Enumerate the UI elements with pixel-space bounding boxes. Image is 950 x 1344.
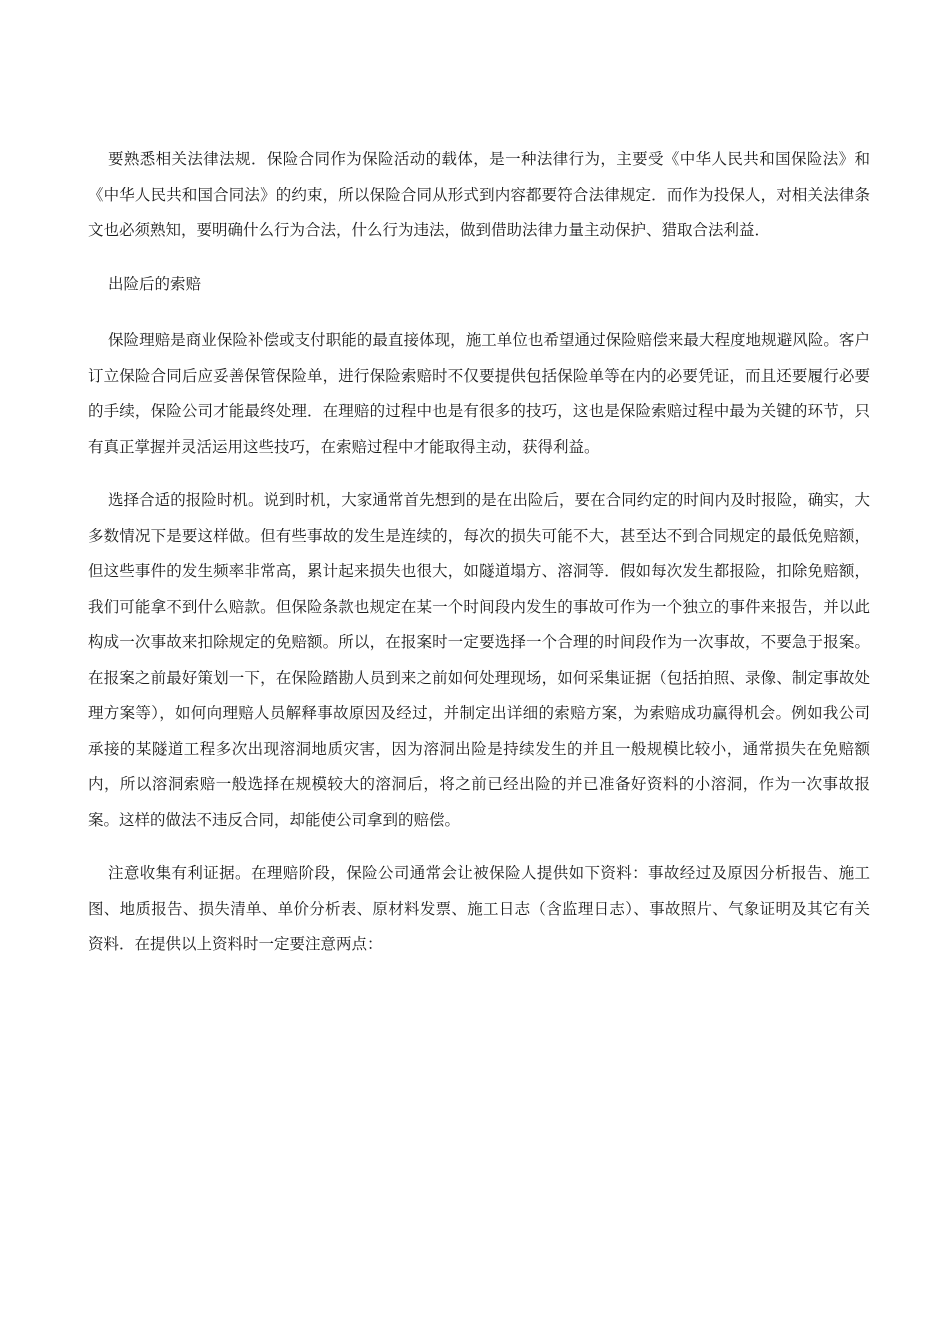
section-heading-claims: 出险后的索赔 — [108, 274, 202, 293]
document-body — [88, 142, 870, 981]
paragraph-claims-overview: 保险理赔是商业保险补偿或支付职能的最直接体现，施工单位也希望通过保险赔偿来最大程度地规避风险。客户订立保险合同后应妥善保管保险单，进行保险索赔时不仅要提供包括保险单等在内的必要凭证，而且还要履行必要的手续，保险公司才能最终处理．在理赔的过程中也是有很多的技巧，这也是保险索赔过程中最为关键的环节，只有真正掌握并灵活运用这些技巧，在索赔过程中才能取得主动，获得利益。 — [88, 331, 870, 456]
paragraph-evidence-collection: 注意收集有利证据。在理赔阶段，保险公司通常会让被保险人提供如下资料：事故经过及原因分析报告、施工图、地质报告、损失清单、单价分析表、原材料发票、施工日志（含监理日志）、事故照片、气象证明及其它有关资料．在提供以上资料时一定要注意两点： — [88, 864, 870, 953]
paragraph-legal-knowledge: 要熟悉相关法律法规．保险合同作为保险活动的载体，是一种法律行为，主要受《中华人民共和国保险法》和《中华人民共和国合同法》的约束，所以保险合同从形式到内容都要符合法律规定．而作为投保人，对相关法律条文也必须熟知，要明确什么行为合法，什么行为违法，做到借助法律力量主动保护、猎取合法利益． — [88, 150, 870, 239]
paragraph-report-timing: 选择合适的报险时机。说到时机，大家通常首先想到的是在出险后，要在合同约定的时间内及时报险，确实，大多数情况下是要这样做。但有些事故的发生是连续的，每次的损失可能不大，甚至达不到合同规定的最低免赔额，但这些事件的发生频率非常高，累计起来损失也很大，如隧道塌方、溶洞等．假如每次发生都报险，扣除免赔额，我们可能拿不到什么赔款。但保险条款也规定在某一个时间段内发生的事故可作为一个独立的事件来报告，并以此构成一次事故来扣除规定的免赔额。所以，在报案时一定要选择一个合理的时间段作为一次事故，不要急于报案。在报案之前最好策划一下，在保险踏勘人员到来之前如何处理现场，如何采集证据（包括拍照、录像、制定事故处理方案等），如何向理赔人员解释事故原因及经过，并制定出详细的索赔方案，为索赔成功赢得机会。例如我公司承接的某隧道工程多次出现溶洞地质灾害，因为溶洞出险是持续发生的并且一般规模比较小，通常损失在免赔额内，所以溶洞索赔一般选择在规模较大的溶洞后，将之前已经出险的并已准备好资料的小溶洞，作为一次事故报案。这样的做法不违反合同，却能使公司拿到的赔偿。 — [88, 491, 870, 829]
